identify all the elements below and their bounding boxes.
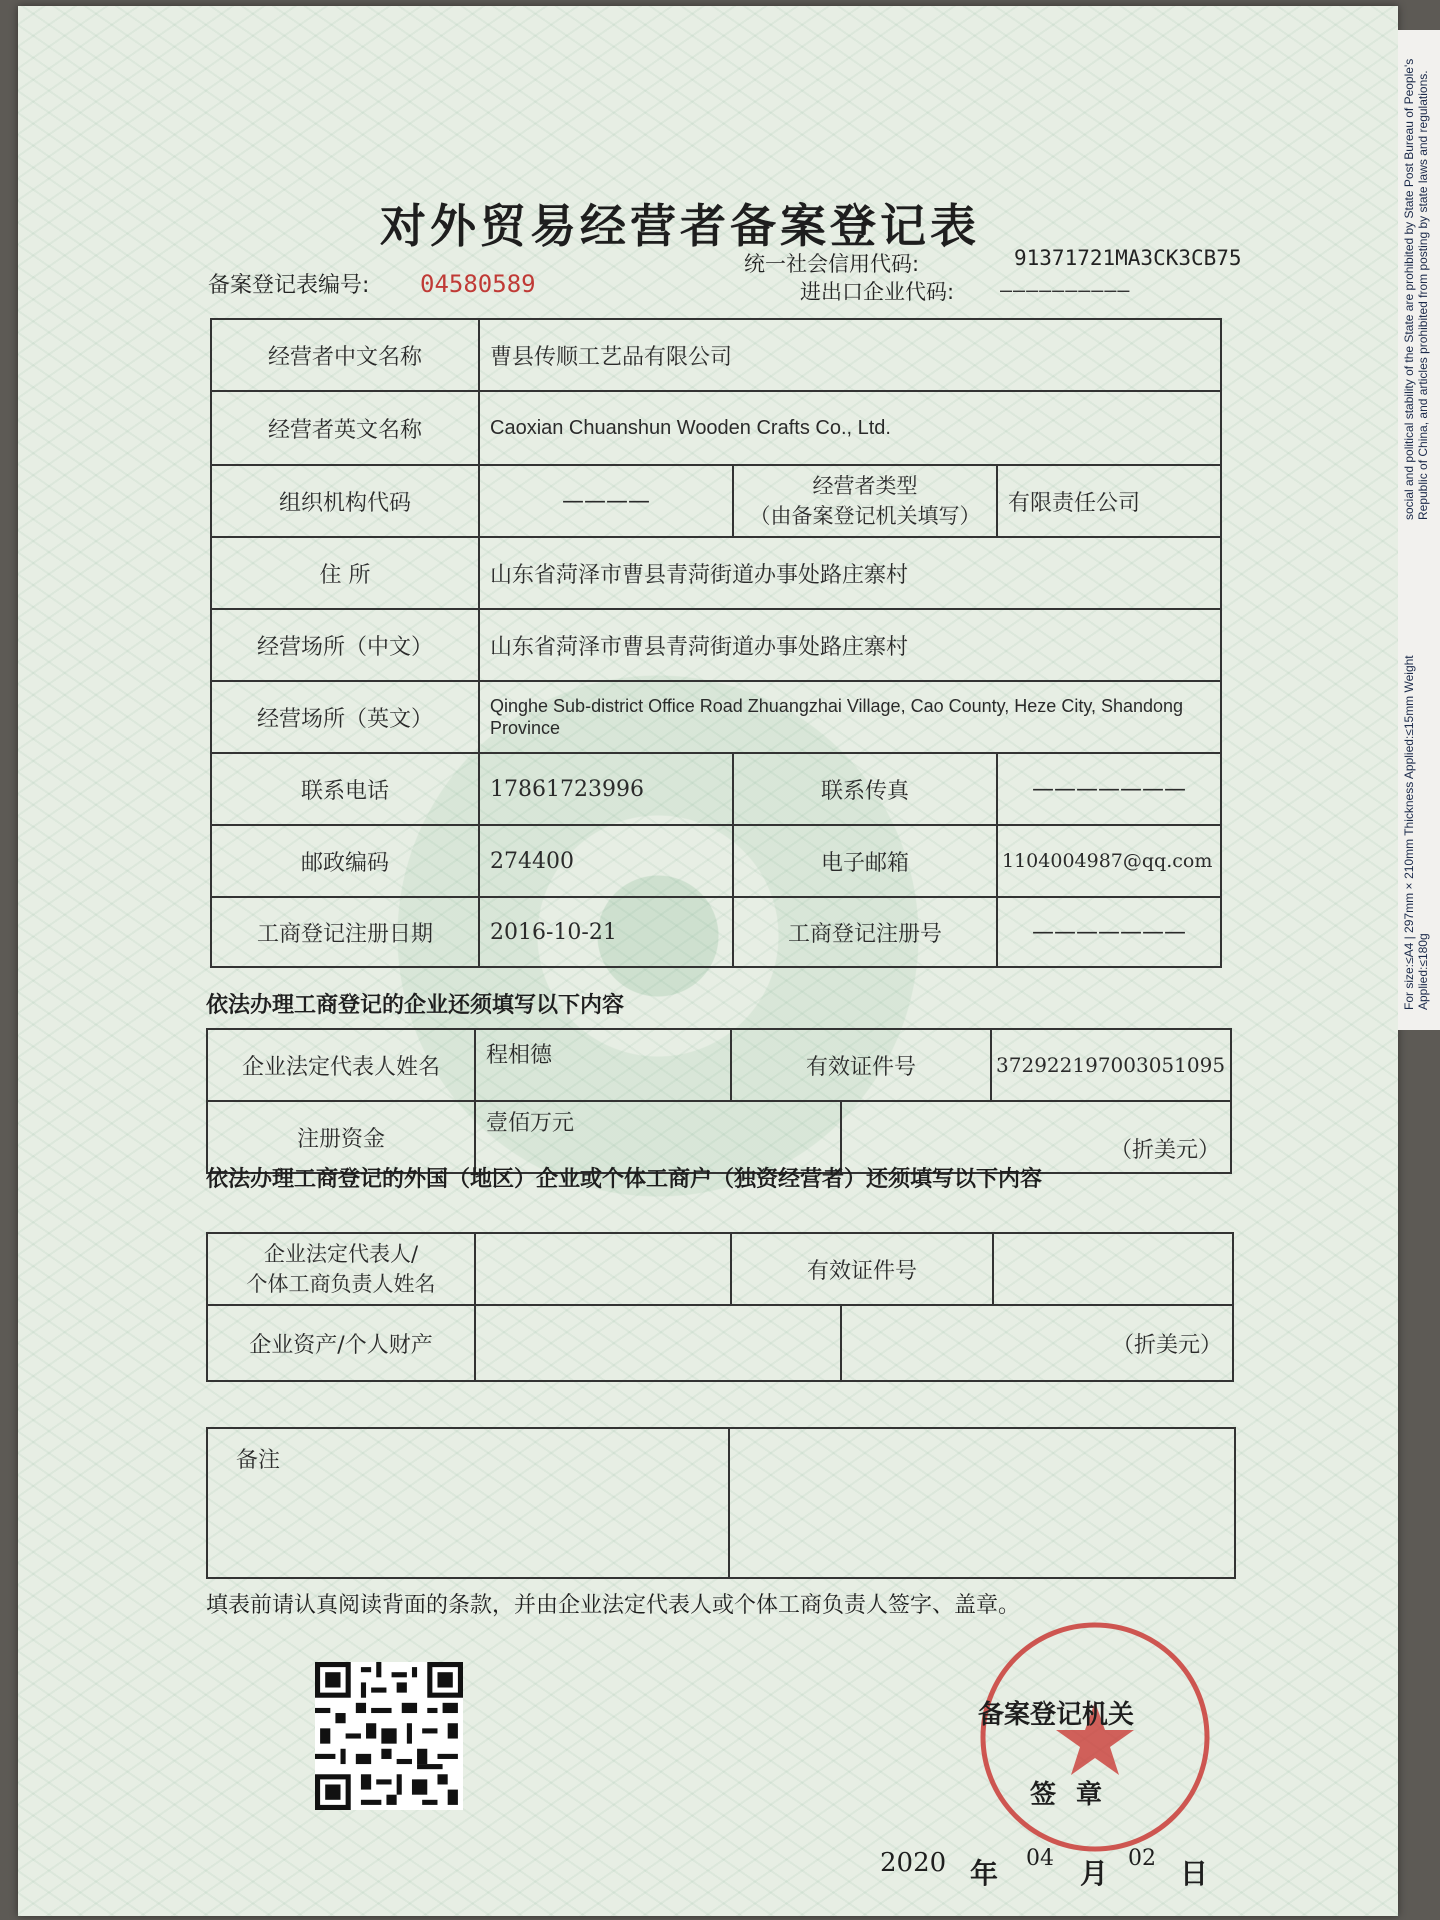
business-place-cn-label: 经营场所（中文） [211,609,479,681]
business-place-en-value: Qinghe Sub-district Office Road Zhuangzhai Village, Cao County, Heze City, Shandong Province [479,681,1221,753]
operator-type-value: 有限责任公司 [997,465,1221,537]
date-day-unit: 日 [1180,1857,1209,1890]
official-seal [970,1612,1220,1862]
legal-rep-label: 企业法定代表人姓名 [207,1029,475,1101]
date-year-unit: 年 [970,1857,999,1890]
table-row [207,1233,1233,1305]
rep-label-line2: 个体工商负责人姓名 [246,1272,436,1296]
address-value: 山东省菏泽市曹县青菏街道办事处路庄寨村 [479,537,1221,609]
registration-no-label: 备案登记表编号: [208,273,370,298]
section2-heading: 依法办理工商登记的外国（地区）企业或个体工商户（独资经营者）还须填写以下内容 [206,1167,1043,1192]
table-row [211,681,1221,753]
chinese-name-value: 曹县传顺工艺品有限公司 [479,319,1221,391]
seal-label: 签章 [1030,1780,1123,1810]
assets-value [475,1305,841,1381]
table-row [207,1029,1231,1101]
fax-value: ——————— [997,753,1221,825]
ie-code-label: 进出口企业代码: [800,280,955,304]
enterprise-table [206,1028,1232,1174]
operator-type-label-note: （由备案登记机关填写） [749,504,981,528]
id-label: 有效证件号 [731,1029,991,1101]
org-code-value: ———— [479,465,733,537]
credit-code-value: 91371721MA3CK3CB75 [1014,246,1242,270]
legal-rep-value: 程相德 [475,1029,731,1101]
chinese-name-label: 经营者中文名称 [211,319,479,391]
date-month-unit: 月 [1080,1857,1109,1890]
section1-heading: 依法办理工商登记的企业还须填写以下内容 [206,993,625,1018]
table-row [211,391,1221,465]
address-label: 住 所 [211,537,479,609]
remarks-label: 备注 [207,1428,729,1578]
foreign-enterprise-table [206,1232,1234,1382]
table-row [211,609,1221,681]
qr-code [315,1662,463,1810]
org-code-label: 组织机构代码 [211,465,479,537]
capital-usd-label: （折美元） [841,1101,1231,1173]
remarks-value [729,1428,1235,1578]
rep-label [207,1233,475,1305]
table-row [207,1428,1235,1578]
registration-no-value: 04580589 [420,270,536,298]
reg-date-value: 2016-10-21 [479,897,733,967]
table-row [211,319,1221,391]
reg-no-label: 工商登记注册号 [733,897,997,967]
rep-label-line1: 企业法定代表人/ [263,1242,419,1266]
ie-code-value: —————————— [1000,278,1131,302]
reg-date-label: 工商登记注册日期 [211,897,479,967]
document-title: 对外贸易经营者备案登记表 [380,199,980,253]
qr-code-icon [315,1662,463,1810]
assets-label: 企业资产/个人财产 [207,1305,475,1381]
english-name-label: 经营者英文名称 [211,391,479,465]
table-row [207,1305,1233,1381]
date-year-value: 2020 [880,1848,947,1878]
postal-value: 274400 [479,825,733,897]
assets-usd-label: （折美元） [841,1305,1233,1381]
business-place-cn-value: 山东省菏泽市曹县青菏街道办事处路庄寨村 [479,609,1221,681]
fax-label: 联系传真 [733,753,997,825]
business-place-en-label: 经营场所（英文） [211,681,479,753]
side-label-text-top: social and political stability of the State are prohibited by State Post Bureau of People's Republic of China, and articles prohibited from posting by state laws and regulations. [1402,58,1430,520]
main-info-table [210,318,1222,968]
email-label: 电子邮箱 [733,825,997,897]
operator-type-label [733,465,997,537]
phone-value: 17861723996 [479,753,733,825]
capital-value: 壹佰万元 [475,1101,841,1173]
reg-no-value: ——————— [997,897,1221,967]
phone-label: 联系电话 [211,753,479,825]
side-label-text-bottom: For size:≤A4 | 297mm×210mm Thickness Applied:≤15mm Weight Applied:≤180g [1402,655,1430,1010]
postal-label: 邮政编码 [211,825,479,897]
table-row [211,825,1221,897]
seal-stamp-icon [970,1612,1220,1862]
english-name-value: Caoxian Chuanshun Wooden Crafts Co., Ltd. [479,391,1221,465]
authority-label: 备案登记机关 [978,1700,1135,1730]
credit-code-label: 统一社会信用代码: [744,252,920,276]
date-month-value: 04 [1026,1846,1054,1871]
table-row [211,537,1221,609]
foreign-id-value [993,1233,1233,1305]
date-day-value: 02 [1128,1846,1156,1871]
operator-type-label-text: 经营者类型 [812,474,918,498]
table-row [211,897,1221,967]
rep-value [475,1233,731,1305]
foreign-id-label: 有效证件号 [731,1233,993,1305]
side-label-strip [1398,30,1440,1030]
email-value: 1104004987@qq.com [997,825,1221,897]
instruction-text: 填表前请认真阅读背面的条款，并由企业法定代表人或个体工商负责人签字、盖章。 [206,1593,1021,1618]
table-row [211,465,1221,537]
capital-label: 注册资金 [207,1101,475,1173]
id-value: 372922197003051095 [991,1029,1231,1101]
table-row [211,753,1221,825]
remarks-table [206,1427,1236,1579]
